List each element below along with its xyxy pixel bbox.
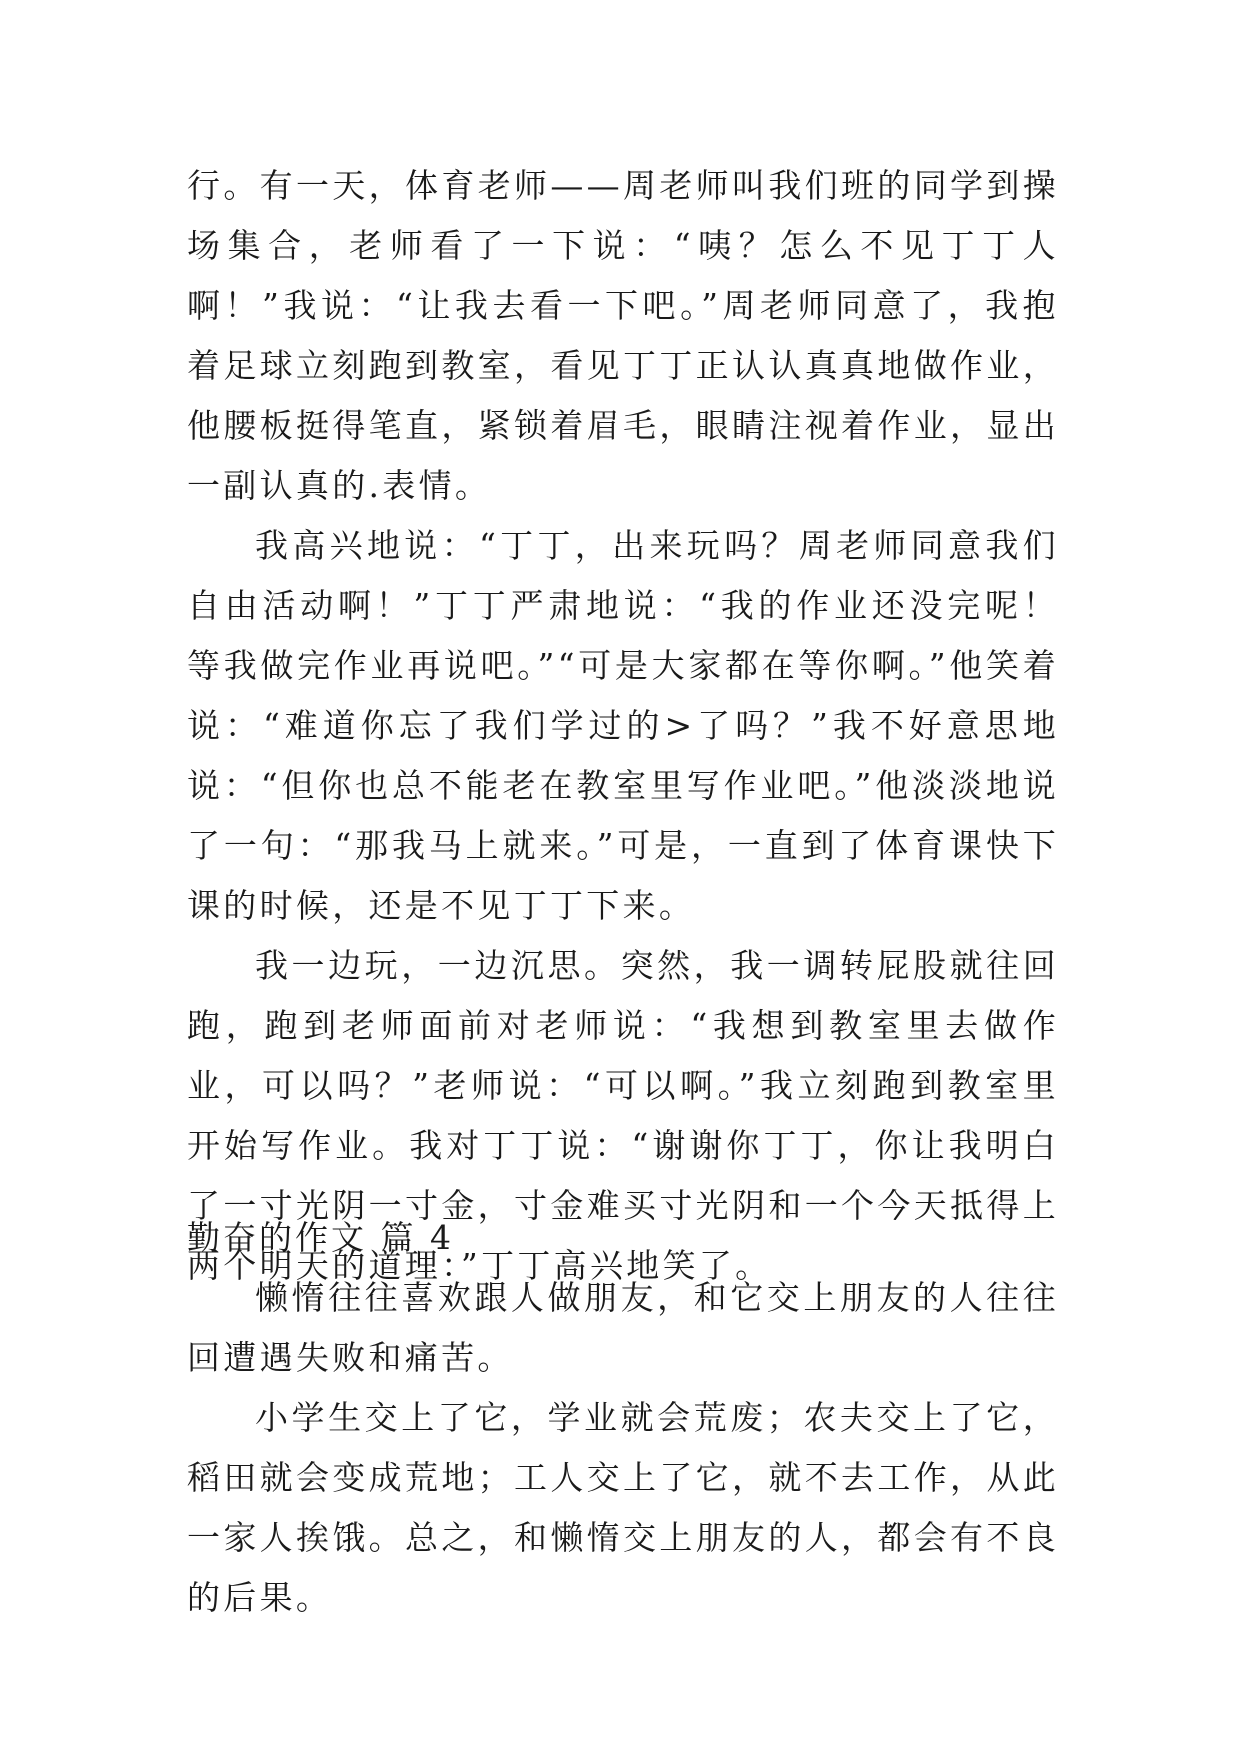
paragraph: 我一边玩，一边沉思。突然，我一调转屁股就往回跑，跑到老师面前对老师说：“我想到教室里去做作业，可以吗？”老师说：“可以啊。”我立刻跑到教室里开始写作业。我对丁丁说：“谢谢你丁丁，你让我明白了一寸光阴一寸金，寸金难买寸光阴和一个今天抵得上两个明天的道理：”丁丁高兴地笑了。 [187,946,1059,1285]
essay-heading: 勤奋的作文 篇 4 [187,1218,454,1257]
paragraph-continued: 行。有一天，体育老师——周老师叫我们班的同学到操场集合，老师看了一下说：“咦？怎么不见丁丁人啊！”我说：“让我去看一下吧。”周老师同意了，我抱着足球立刻跑到教室，看见丁丁正认认真真地做作业，他腰板挺得笔直，紧锁着眉毛，眼睛注视着作业，显出一副认真的.表情。 [187,166,1059,505]
paragraph: 懒惰往往喜欢跟人做朋友，和它交上朋友的人往往回遭遇失败和痛苦。 [187,1278,1059,1377]
essay-section-4-body [187,1268,1059,1628]
essay-section-3-body [187,156,1059,1296]
paragraph: 小学生交上了它，学业就会荒废；农夫交上了它，稻田就会变成荒地；工人交上了它，就不去工作，从此一家人挨饿。总之，和懒惰交上朋友的人，都会有不良的后果。 [187,1398,1059,1617]
paragraph: 我高兴地说：“丁丁，出来玩吗？周老师同意我们自由活动啊！”丁丁严肃地说：“我的作业还没完呢！等我做完作业再说吧。”“可是大家都在等你啊。”他笑着说：“难道你忘了我们学过的>了吗？”我不好意思地说：“但你也总不能老在教室里写作业吧。”他淡淡地说了一句：“那我马上就来。”可是，一直到了体育课快下课的时候，还是不见丁丁下来。 [187,526,1059,925]
